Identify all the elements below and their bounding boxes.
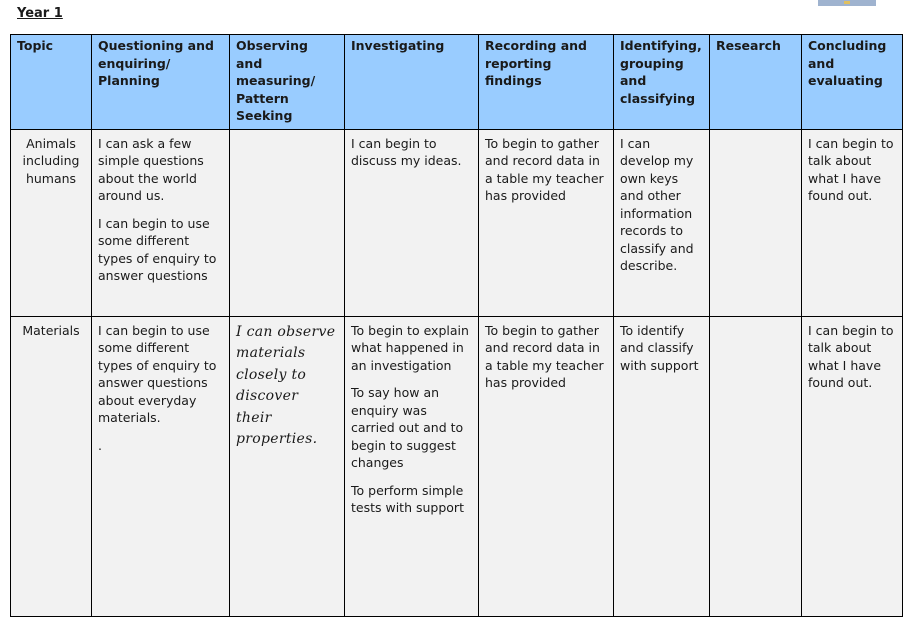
- science-skills-table: [10, 34, 903, 617]
- header-investigating: Investigating: [345, 35, 479, 130]
- header-observing: Observing and measuring/ Pattern Seeking: [230, 35, 345, 130]
- topic-cell: Materials: [11, 316, 92, 616]
- cell-text: I can begin to use some different types of enquiry to answer questions: [98, 215, 217, 283]
- concluding-cell: I can begin to talk about what I have found out.: [802, 129, 903, 316]
- cell-text: I can begin to use some different types of enquiry to answer questions about everyday materials.: [98, 322, 217, 425]
- cell-text: I can ask a few simple questions about the world around us.: [98, 135, 204, 203]
- header-topic: Topic: [11, 35, 92, 130]
- identifying-cell: I can develop my own keys and other information records to classify and describe.: [614, 129, 710, 316]
- cell-text: I can begin to discuss my ideas.: [351, 135, 462, 168]
- investigating-cell: [345, 129, 479, 316]
- investigating-cell: [345, 316, 479, 616]
- concluding-cell: I can begin to talk about what I have found out.: [802, 316, 903, 616]
- header-row: [11, 35, 903, 130]
- topic-cell: Animals including humans: [11, 129, 92, 316]
- questioning-cell: [92, 316, 230, 616]
- header-recording: Recording and reporting findings: [479, 35, 614, 130]
- header-questioning: Questioning and enquiring/ Planning: [92, 35, 230, 130]
- cell-text: To perform simple tests with support: [351, 482, 464, 515]
- questioning-cell: [92, 129, 230, 316]
- identifying-cell: To identify and classify with support: [614, 316, 710, 616]
- school-logo: [818, 0, 876, 6]
- observing-cell: [230, 129, 345, 316]
- cell-text: To begin to explain what happened in an investigation: [351, 322, 469, 373]
- header-identifying: Identifying, grouping and classifying: [614, 35, 710, 130]
- table-row: [11, 316, 903, 616]
- logo-emblem: [844, 1, 850, 4]
- header-research: Research: [710, 35, 802, 130]
- page-title: Year 1: [17, 6, 63, 21]
- recording-cell: To begin to gather and record data in a table my teacher has provided: [479, 316, 614, 616]
- cell-text: To say how an enquiry was carried out and to begin to suggest changes: [351, 385, 464, 470]
- header-concluding: Concluding and evaluating: [802, 35, 903, 130]
- research-cell: [710, 129, 802, 316]
- recording-cell: To begin to gather and record data in a table my teacher has provided: [479, 129, 614, 316]
- research-cell: [710, 316, 802, 616]
- table-row: [11, 129, 903, 316]
- observing-cell: I can observe materials closely to discover their properties.: [230, 316, 345, 616]
- cell-text: .: [98, 437, 102, 453]
